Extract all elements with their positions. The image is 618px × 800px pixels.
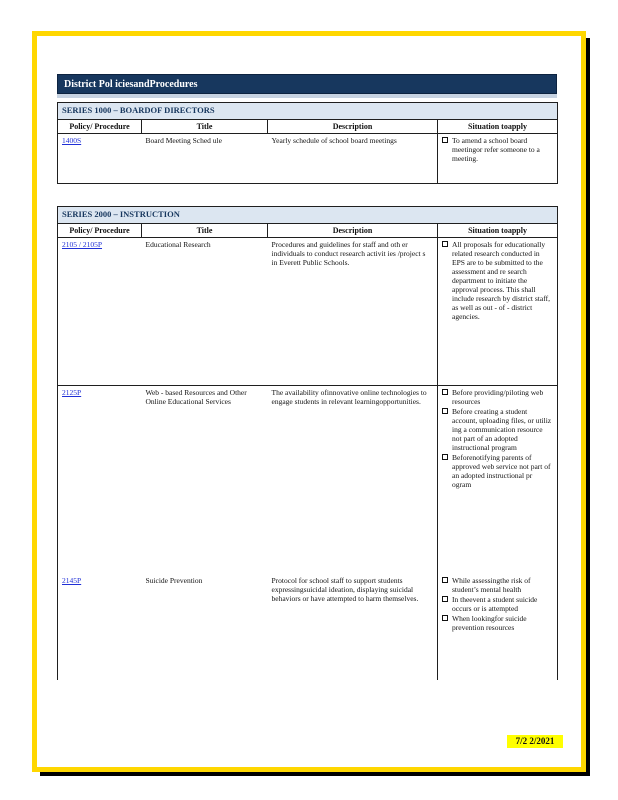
- situation-item: To amend a school board meetingor refer someone to a meeting.: [442, 136, 553, 163]
- col-policy: Policy/ Procedure: [58, 120, 142, 134]
- series-2000-heading: SERIES 2000 – INSTRUCTION: [58, 207, 558, 224]
- checkbox-bullet-icon: [442, 615, 448, 621]
- situation-item: Beforenotifying parents of approved web service not part of an adopted instructional pr ogram: [442, 453, 553, 489]
- policy-link-2145p[interactable]: 2145P: [62, 575, 82, 585]
- checkbox-bullet-icon: [442, 577, 448, 583]
- col-description: Description: [268, 120, 438, 134]
- series-2000-table: [57, 206, 558, 680]
- col-title: Title: [142, 224, 268, 238]
- row-description: The availability ofinnovative online technologies to engage students in relevant learningopportunities.: [268, 386, 438, 574]
- checkbox-bullet-icon: [442, 596, 448, 602]
- checkbox-bullet-icon: [442, 241, 448, 247]
- row-description: Procedures and guidelines for staff and oth er individuals to conduct research activit ies /project s in Everett Public Schools.: [271, 240, 426, 267]
- table-row: [58, 574, 558, 680]
- column-header-row: [58, 224, 558, 238]
- checkbox-bullet-icon: [442, 137, 448, 143]
- situation-item: While assessingthe risk of student’s mental health: [442, 576, 553, 594]
- col-title: Title: [142, 120, 268, 134]
- row-title: Web - based Resources and Other Online Educational Services: [142, 386, 268, 574]
- col-policy: Policy/ Procedure: [58, 224, 142, 238]
- checkbox-bullet-icon: [442, 408, 448, 414]
- col-situation: Situation toapply: [438, 224, 558, 238]
- policy-link-2125p[interactable]: 2125P: [62, 388, 82, 397]
- policy-link-1400s[interactable]: 1400S: [62, 136, 82, 145]
- situation-item: Before creating a student account, uploading files, or utiliz ing a communication resource not part of an adopted instructional program: [442, 407, 553, 452]
- table-row: [58, 238, 558, 386]
- column-header-row: [58, 120, 558, 134]
- table-row: [58, 134, 558, 184]
- situation-item: Before providing/piloting web resources: [442, 388, 553, 406]
- table-row: [58, 386, 558, 574]
- policy-link-2105[interactable]: 2105 / 2105P: [62, 240, 103, 249]
- row-title: Suicide Prevention: [145, 575, 203, 585]
- row-description: Yearly schedule of school board meetings: [268, 134, 438, 184]
- row-title: Educational Research: [145, 240, 211, 249]
- situation-item: In theevent a student suicide occurs or is attempted: [442, 595, 553, 613]
- row-description: Protocol for school staff to support students expressingsuicidal ideation, displaying suicidal behaviors or have attempted to harm themselves.: [271, 575, 419, 603]
- checkbox-bullet-icon: [442, 454, 448, 460]
- col-situation: Situation toapply: [438, 120, 558, 134]
- series-1000-table: [57, 102, 558, 184]
- situation-item: When lookingfor suicide prevention resources: [442, 614, 553, 632]
- col-description: Description: [268, 224, 438, 238]
- date-stamp: 7/2 2/2021: [507, 735, 563, 748]
- title-underbar: [57, 94, 557, 98]
- page-title: District Pol iciesandProcedures: [57, 74, 557, 94]
- series-1000-heading: SERIES 1000 – BOARDOF DIRECTORS: [58, 103, 558, 120]
- situation-item: All proposals for educationally related research conducted in EPS are to be submitted to the assessment and re search department to initiate the approval process. This shall include research by district staff, as well as out - of - district agencies.: [442, 240, 553, 321]
- row-title: Board Meeting Sched ule: [142, 134, 268, 184]
- document-page: [32, 31, 586, 772]
- checkbox-bullet-icon: [442, 389, 448, 395]
